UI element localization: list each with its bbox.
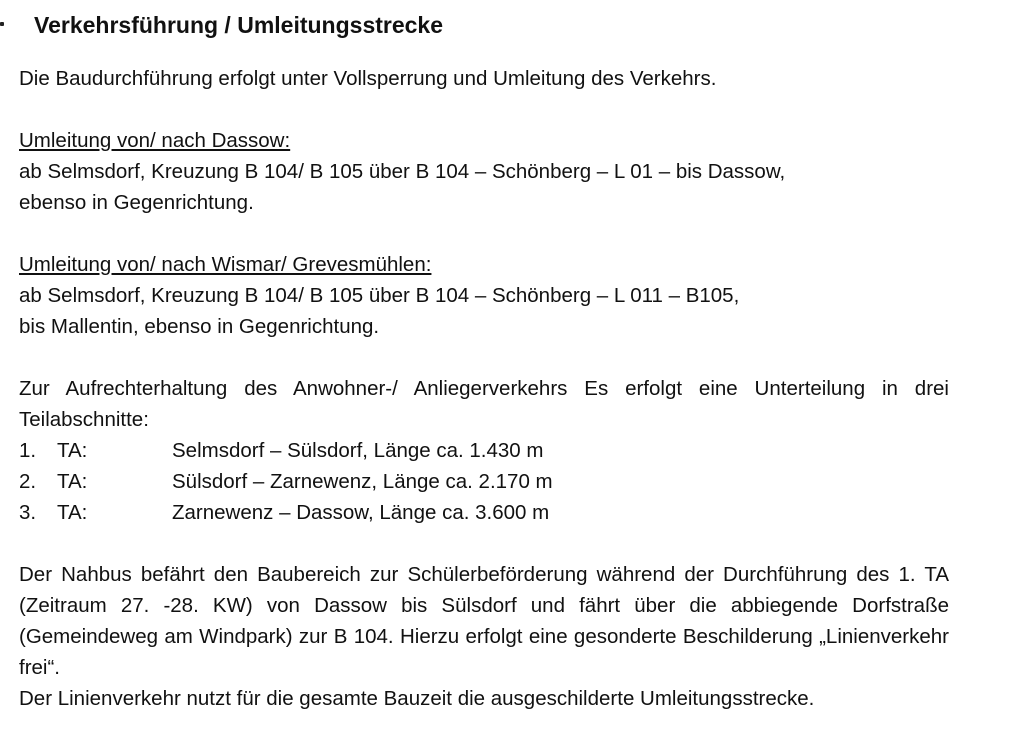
section-number: 3. (19, 501, 37, 524)
section-label: TA: (57, 470, 88, 493)
paragraph-spacer (19, 94, 949, 125)
route-dassow-line: ebenso in Gegenrichtung. (19, 191, 254, 214)
bus-paragraph: Der Nahbus befährt den Baubereich zur Schülerbeförderung während der Durchführung des 1. TA (Zeitraum 27. -28. KW) von Dassow bis Sülsdorf und fährt über die abbiegende Dorfstraße (Gemeindeweg am Windpark) zur B 104. Hierzu erfolgt eine gesonderte Beschilderung „Linienverkehr frei“. (19, 563, 949, 679)
route-wismar-block (19, 249, 949, 342)
route-dassow-title: Umleitung von/ nach Dassow: (19, 129, 291, 152)
paragraph-spacer (19, 342, 949, 373)
section-text: Selmsdorf – Sülsdorf, Länge ca. 1.430 m (172, 439, 544, 462)
sections-list (19, 435, 949, 528)
section-number: 2. (19, 470, 37, 493)
section-label: TA: (57, 501, 88, 524)
closing-paragraph: Der Linienverkehr nutzt für die gesamte Bauzeit die ausgeschilderte Umleitungsstrecke. (19, 687, 815, 710)
sections-intro: Zur Aufrechterhaltung des Anwohner-/ Anliegerverkehrs Es erfolgt eine Unterteilung in drei Teilabschnitte: (19, 377, 949, 431)
list-item (19, 466, 949, 497)
section-marker (0, 22, 4, 26)
paragraph-spacer (19, 528, 949, 559)
section-text: Sülsdorf – Zarnewenz, Länge ca. 2.170 m (172, 470, 553, 493)
route-dassow-block (19, 125, 949, 218)
section-label: TA: (57, 439, 88, 462)
section-number: 1. (19, 439, 37, 462)
route-wismar-title: Umleitung von/ nach Wismar/ Grevesmühlen: (19, 253, 432, 276)
section-text: Zarnewenz – Dassow, Länge ca. 3.600 m (172, 501, 550, 524)
route-wismar-line: ab Selmsdorf, Kreuzung B 104/ B 105 über B 104 – Schönberg – L 011 – B105, (19, 284, 740, 307)
document-body (19, 63, 949, 714)
paragraph-spacer (19, 218, 949, 249)
list-item (19, 497, 949, 528)
section-heading: Verkehrsführung / Umleitungsstrecke (34, 12, 444, 38)
list-item (19, 435, 949, 466)
route-dassow-line: ab Selmsdorf, Kreuzung B 104/ B 105 über B 104 – Schönberg – L 01 – bis Dassow, (19, 160, 786, 183)
route-wismar-line: bis Mallentin, ebenso in Gegenrichtung. (19, 315, 380, 338)
intro-paragraph: Die Baudurchführung erfolgt unter Vollsperrung und Umleitung des Verkehrs. (19, 67, 717, 90)
